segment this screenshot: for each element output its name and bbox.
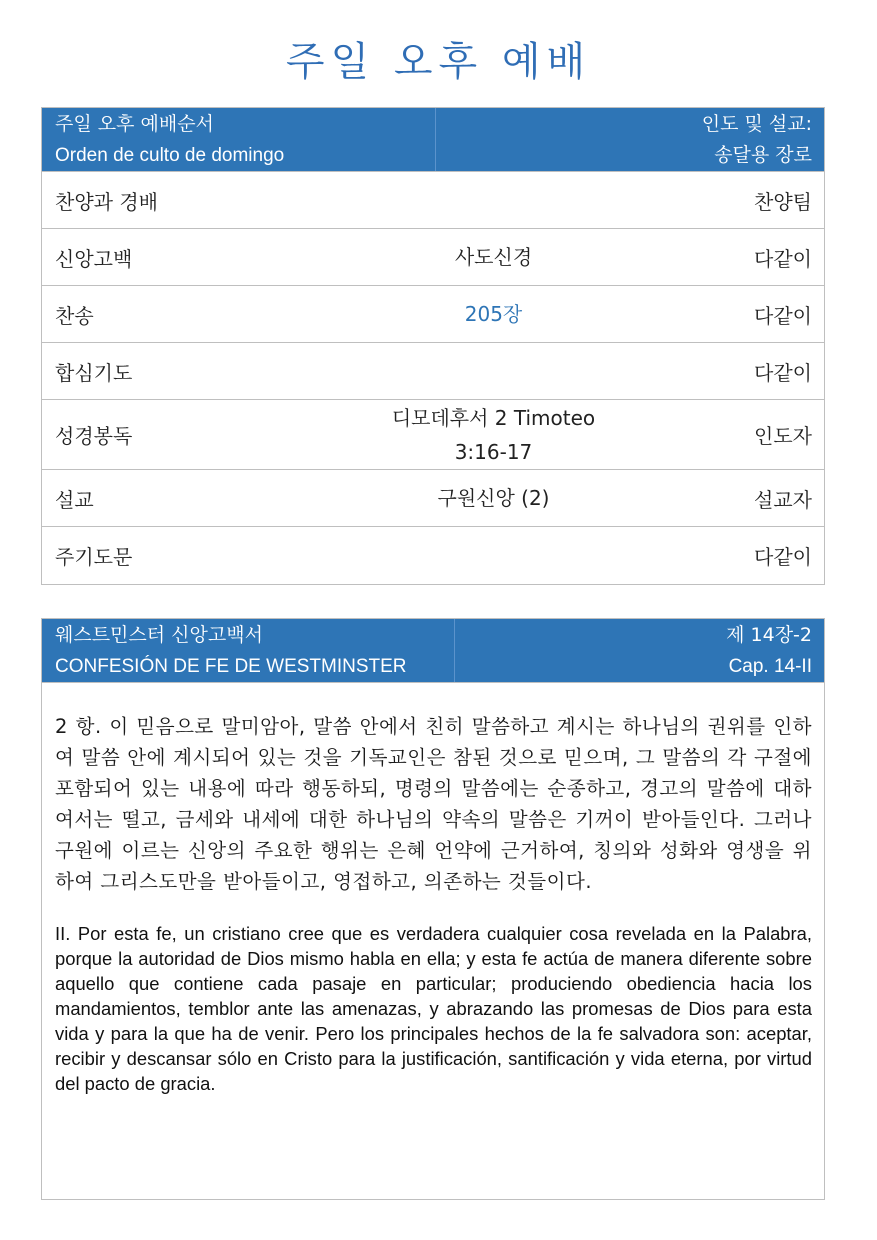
hymn-number: 205장 — [464, 302, 523, 326]
worship-order-title-ko: 주일 오후 예배순서 — [55, 112, 214, 135]
worship-order-header-right — [436, 108, 824, 171]
order-who: 찬양팀 — [754, 189, 812, 214]
chapter-ko: 제 14장-2 — [726, 623, 812, 646]
order-row-hymn — [42, 286, 824, 343]
sermon-title: 구원신앙 (2) — [437, 486, 550, 510]
confession-panel — [41, 618, 825, 1200]
confession-header-right — [455, 619, 824, 682]
order-item: 설교 — [55, 487, 94, 512]
order-who: 설교자 — [754, 487, 812, 512]
leader-name: 송달용 장로 — [714, 143, 812, 166]
confession-header-left — [42, 619, 455, 682]
confession-title-es: CONFESIÓN DE FE DE WESTMINSTER — [55, 655, 407, 677]
order-item: 주기도문 — [55, 545, 133, 569]
order-row-prayer — [42, 343, 824, 400]
scripture-book: 디모데후서 2 Timoteo — [391, 405, 596, 430]
order-row-creed — [42, 229, 824, 286]
worship-order-title-es: Orden de culto de domingo — [55, 144, 285, 166]
confession-title-ko: 웨스트민스터 신앙고백서 — [55, 623, 263, 646]
order-detail: 사도신경 — [454, 245, 533, 269]
worship-order-header-left — [42, 108, 436, 171]
order-item: 신앙고백 — [55, 246, 133, 271]
scripture-reference — [295, 401, 692, 469]
order-row-lords-prayer — [42, 527, 824, 584]
order-who: 인도자 — [754, 424, 812, 448]
order-who: 다같이 — [754, 303, 812, 328]
confession-header — [42, 619, 824, 683]
chapter-es: Cap. 14-II — [728, 655, 812, 677]
leader-label: 인도 및 설교: — [701, 112, 812, 135]
order-who: 다같이 — [754, 545, 812, 569]
confession-text-es: II. Por esta fe, un cristiano cree que es verdadera cualquier cosa revelada en la Palabra, porque la autoridad de Dios mismo habla en ella; y esta fe actúa de manera diferente sobre aquello que contiene cada pasaje en particular; produciendo obediencia hacia los mandamientos, temblor ante las amenazas, y abrazando las promesas de Dios para esta vida y para la que ha de venir. Pero los principales hechos de la fe salvadora son: aceptar, recibir y descansar sólo en Cristo para la justificación, santificación y vida eterna, por virtud del pacto de gracia. — [55, 923, 812, 1094]
order-who: 다같이 — [754, 246, 812, 271]
order-row-praise — [42, 172, 824, 229]
order-item: 찬송 — [55, 303, 94, 328]
worship-order-table — [41, 107, 825, 585]
worship-order-header — [42, 108, 824, 172]
confession-text-ko: 2 항. 이 믿음으로 말미암아, 말씀 안에서 친히 말씀하고 계시는 하나님의 권위를 인하여 말씀 안에 계시되어 있는 것을 기독교인은 참된 것으로 믿으며, 그 말씀의 각 구절에 포함되어 있는 내용에 따라 행동하되, 명령의 말씀에는 순종하고, 경고의 말씀에 대하여서는 떨고, 금세와 내세에 대한 하나님의 약속의 말씀은 기꺼이 받아들인다. 그러나 구원에 이르는 신앙의 주요한 행위는 은혜 언약에 근거하여, 칭의와 성화와 영생을 위하여 그리스도만을 받아들이고, 영접하고, 의존하는 것들이다. — [55, 715, 812, 893]
order-row-scripture — [42, 400, 824, 470]
scripture-verses: 3:16-17 — [454, 439, 533, 464]
order-item: 합심기도 — [55, 360, 133, 385]
confession-body — [42, 683, 824, 1096]
order-item: 찬양과 경배 — [55, 189, 158, 214]
order-item: 성경봉독 — [55, 424, 133, 448]
page-title: 주일 오후 예배 — [285, 39, 592, 85]
order-row-sermon — [42, 470, 824, 527]
order-who: 다같이 — [754, 360, 812, 385]
